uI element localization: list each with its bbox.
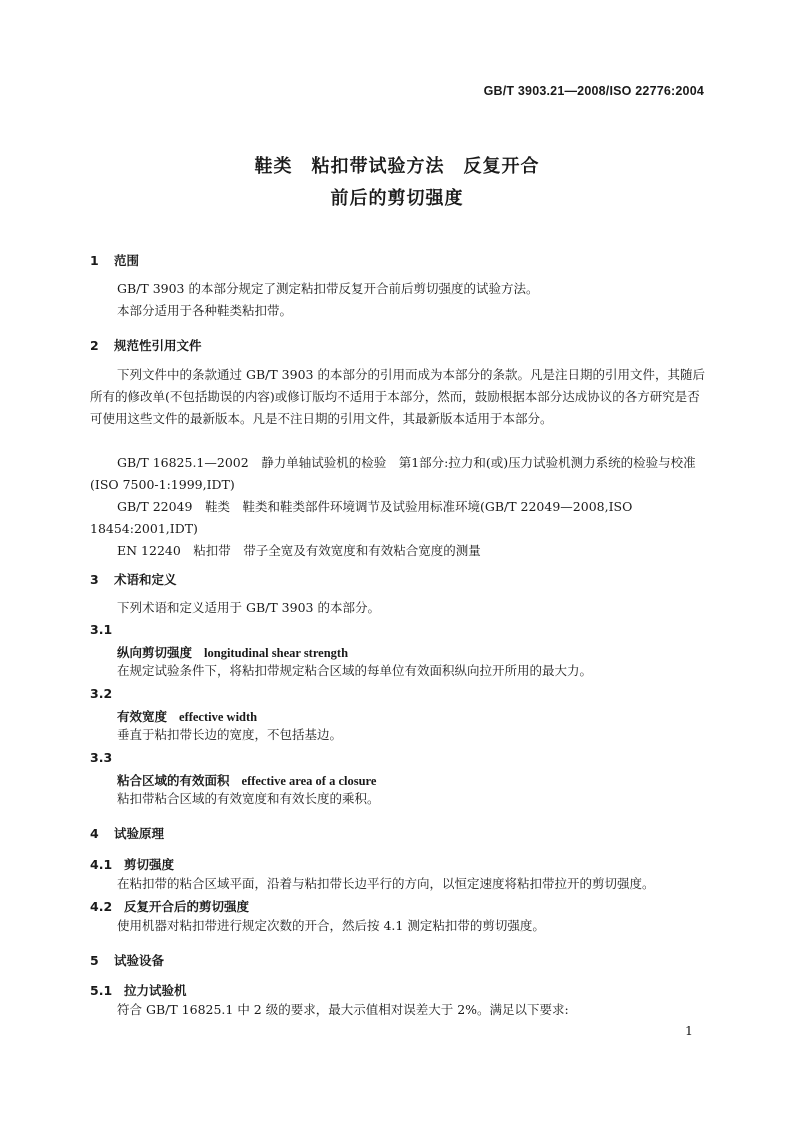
subsection-number: 4.2	[90, 899, 113, 914]
section-title: 术语和定义	[114, 572, 177, 587]
subsection-number: 4.1	[90, 857, 113, 872]
term-definition: 在规定试验条件下，将粘扣带规定粘合区域的每单位有效面积纵向拉开所用的最大力。	[117, 663, 593, 678]
section-3-heading	[90, 570, 177, 588]
section-number: 5	[90, 953, 99, 968]
section-1-paragraph: GB/T 3903 的本部分规定了测定粘扣带反复开合前后剪切强度的试验方法。	[117, 281, 539, 296]
subsection-title: 剪切强度	[124, 857, 175, 872]
normative-reference: EN 12240 粘扣带 带子全宽及有效宽度和有效粘合宽度的测量	[117, 543, 481, 558]
term-number: 3.2	[90, 686, 113, 701]
subsection-5-1-text: 符合 GB/T 16825.1 中 2 级的要求，最大示值相对误差大于 2%。满足以下要求:	[117, 1002, 569, 1017]
term-number: 3.3	[90, 750, 113, 765]
term-number: 3.1	[90, 622, 113, 637]
subsection-number: 5.1	[90, 983, 113, 998]
section-title: 范围	[114, 253, 140, 268]
section-5-heading	[90, 951, 164, 969]
term-english: effective width	[179, 710, 258, 724]
subsection-5-1-heading	[90, 981, 187, 999]
term-chinese: 粘合区域的有效面积	[117, 773, 230, 788]
document-title-line2: 前后的剪切强度	[330, 188, 464, 209]
subsection-4-1-heading	[90, 855, 174, 873]
subsection-4-2-heading	[90, 897, 249, 915]
section-title: 试验设备	[114, 953, 165, 968]
term-heading	[117, 771, 376, 789]
term-english: effective area of a closure	[241, 774, 377, 788]
section-number: 4	[90, 826, 99, 841]
section-2-heading	[90, 336, 202, 354]
section-3-paragraph: 下列术语和定义适用于 GB/T 3903 的本部分。	[117, 600, 380, 615]
section-1-paragraph: 本部分适用于各种鞋类粘扣带。	[117, 303, 293, 318]
section-title: 规范性引用文件	[114, 338, 202, 353]
section-number: 2	[90, 338, 99, 353]
section-4-heading	[90, 824, 164, 842]
normative-reference: GB/T 16825.1—2002 静力单轴试验机的检验 第1部分:拉力和(或)压力试验机测力系统的检验与校准(ISO 7500-1:1999,IDT)	[90, 455, 696, 492]
subsection-4-2-text: 使用机器对粘扣带进行规定次数的开合，然后按 4.1 测定粘扣带的剪切强度。	[117, 918, 545, 933]
standard-code: GB/T 3903.21—2008/ISO 22776:2004	[483, 84, 704, 98]
term-definition: 粘扣带粘合区域的有效宽度和有效长度的乘积。	[117, 791, 380, 806]
section-2-paragraph: 下列文件中的条款通过 GB/T 3903 的本部分的引用而成为本部分的条款。凡是注日期的引用文件，其随后所有的修改单(不包括勘误的内容)或修订版均不适用于本部分，然而，鼓励根据本部分达成协议的各方研究是否可使用这些文件的最新版本。凡是不注日期的引用文件，其最新版本适用于本部分。	[90, 367, 705, 426]
subsection-title: 拉力试验机	[124, 983, 187, 998]
subsection-4-1-text: 在粘扣带的粘合区域平面，沿着与粘扣带长边平行的方向，以恒定速度将粘扣带拉开的剪切强度。	[117, 876, 655, 891]
term-heading	[117, 707, 257, 725]
term-heading	[117, 643, 348, 661]
term-english: longitudinal shear strength	[204, 646, 349, 660]
term-chinese: 纵向剪切强度	[117, 645, 193, 660]
section-1-heading	[90, 251, 139, 269]
subsection-title: 反复开合后的剪切强度	[124, 899, 250, 914]
section-number: 1	[90, 253, 99, 268]
term-definition: 垂直于粘扣带长边的宽度，不包括基边。	[117, 727, 343, 742]
normative-reference: GB/T 22049 鞋类 鞋类和鞋类部件环境调节及试验用标准环境(GB/T 22049—2008,ISO 18454:2001,IDT)	[90, 499, 633, 536]
page-number: 1	[685, 1023, 693, 1038]
term-chinese: 有效宽度	[117, 709, 168, 724]
section-title: 试验原理	[114, 826, 165, 841]
document-title-line1: 鞋类 粘扣带试验方法 反复开合	[254, 156, 540, 177]
section-number: 3	[90, 572, 99, 587]
